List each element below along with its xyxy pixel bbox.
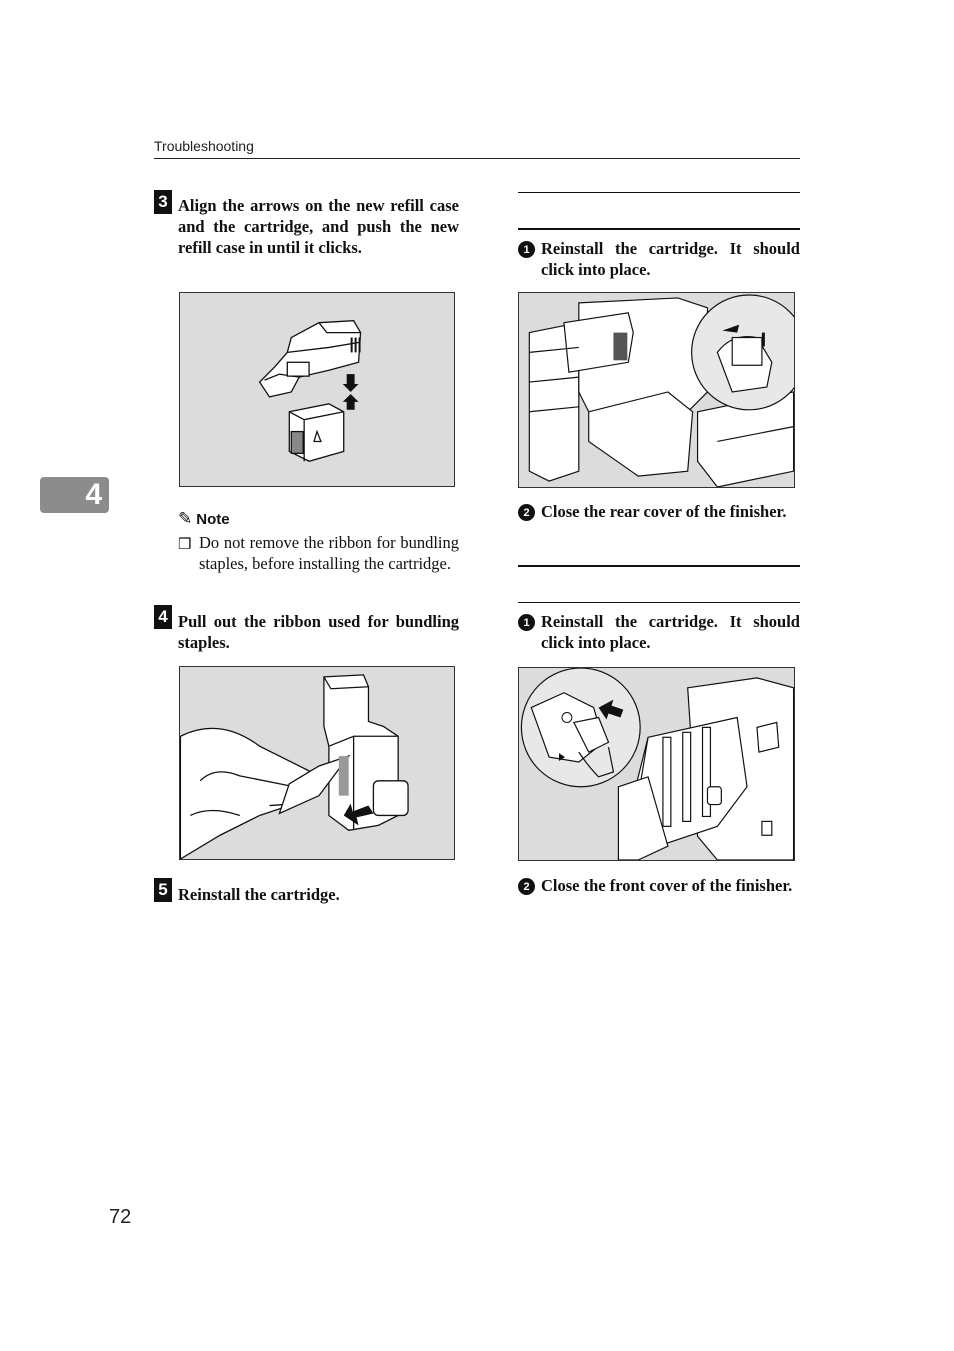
- note-title: Note: [196, 510, 230, 528]
- section-a-sub-1-badge: 1: [518, 241, 535, 258]
- step-5-text: Reinstall the cartridge.: [178, 885, 340, 904]
- figure-front-cartridge-install: [518, 667, 795, 861]
- note-item: [178, 532, 459, 574]
- section-b-top-rule: [518, 565, 800, 567]
- section-a-top-rule: [518, 192, 800, 193]
- figure-refill-case-alignment: [179, 292, 455, 487]
- section-b-sub-2-text: Close the front cover of the finisher.: [541, 876, 793, 895]
- section-b-sub-2-badge: 2: [518, 878, 535, 895]
- pencil-icon: ✎: [178, 509, 193, 528]
- running-header: Troubleshooting: [154, 138, 254, 154]
- front-cartridge-illustration: [519, 668, 794, 860]
- checkbox-bullet-icon: ❒: [178, 537, 192, 553]
- section-b-sub-1-badge: 1: [518, 614, 535, 631]
- section-a-sub-1-text: Reinstall the cartridge. It should click into place.: [541, 239, 800, 279]
- refill-case-illustration: [180, 293, 454, 486]
- step-4-badge: 4: [154, 605, 172, 629]
- page-number: 72: [109, 1206, 132, 1228]
- section-b-sub-1-text: Reinstall the cartridge. It should click into place.: [541, 612, 800, 652]
- section-a-bottom-rule: [518, 228, 800, 230]
- section-a-sub-2-text: Close the rear cover of the finisher.: [541, 502, 787, 521]
- section-a-sub-2-badge: 2: [518, 504, 535, 521]
- note-text: Do not remove the ribbon for bundling staples, before installing the cartridge.: [199, 533, 459, 573]
- section-b-bottom-rule: [518, 602, 800, 603]
- step-5-badge: 5: [154, 878, 172, 902]
- rear-cartridge-illustration: [519, 293, 794, 487]
- step-3-text: Align the arrows on the new refill case and the cartridge, and push the new refill case in until it clicks.: [178, 196, 459, 257]
- figure-rear-cartridge-install: [518, 292, 795, 488]
- header-rule: [154, 158, 800, 159]
- step-4-text: Pull out the ribbon used for bundling staples.: [178, 612, 459, 652]
- note-heading: [178, 509, 230, 529]
- step-3-badge: 3: [154, 190, 172, 214]
- chapter-tab: 4: [40, 477, 109, 513]
- figure-pull-ribbon: [179, 666, 455, 860]
- pull-ribbon-illustration: [180, 667, 454, 859]
